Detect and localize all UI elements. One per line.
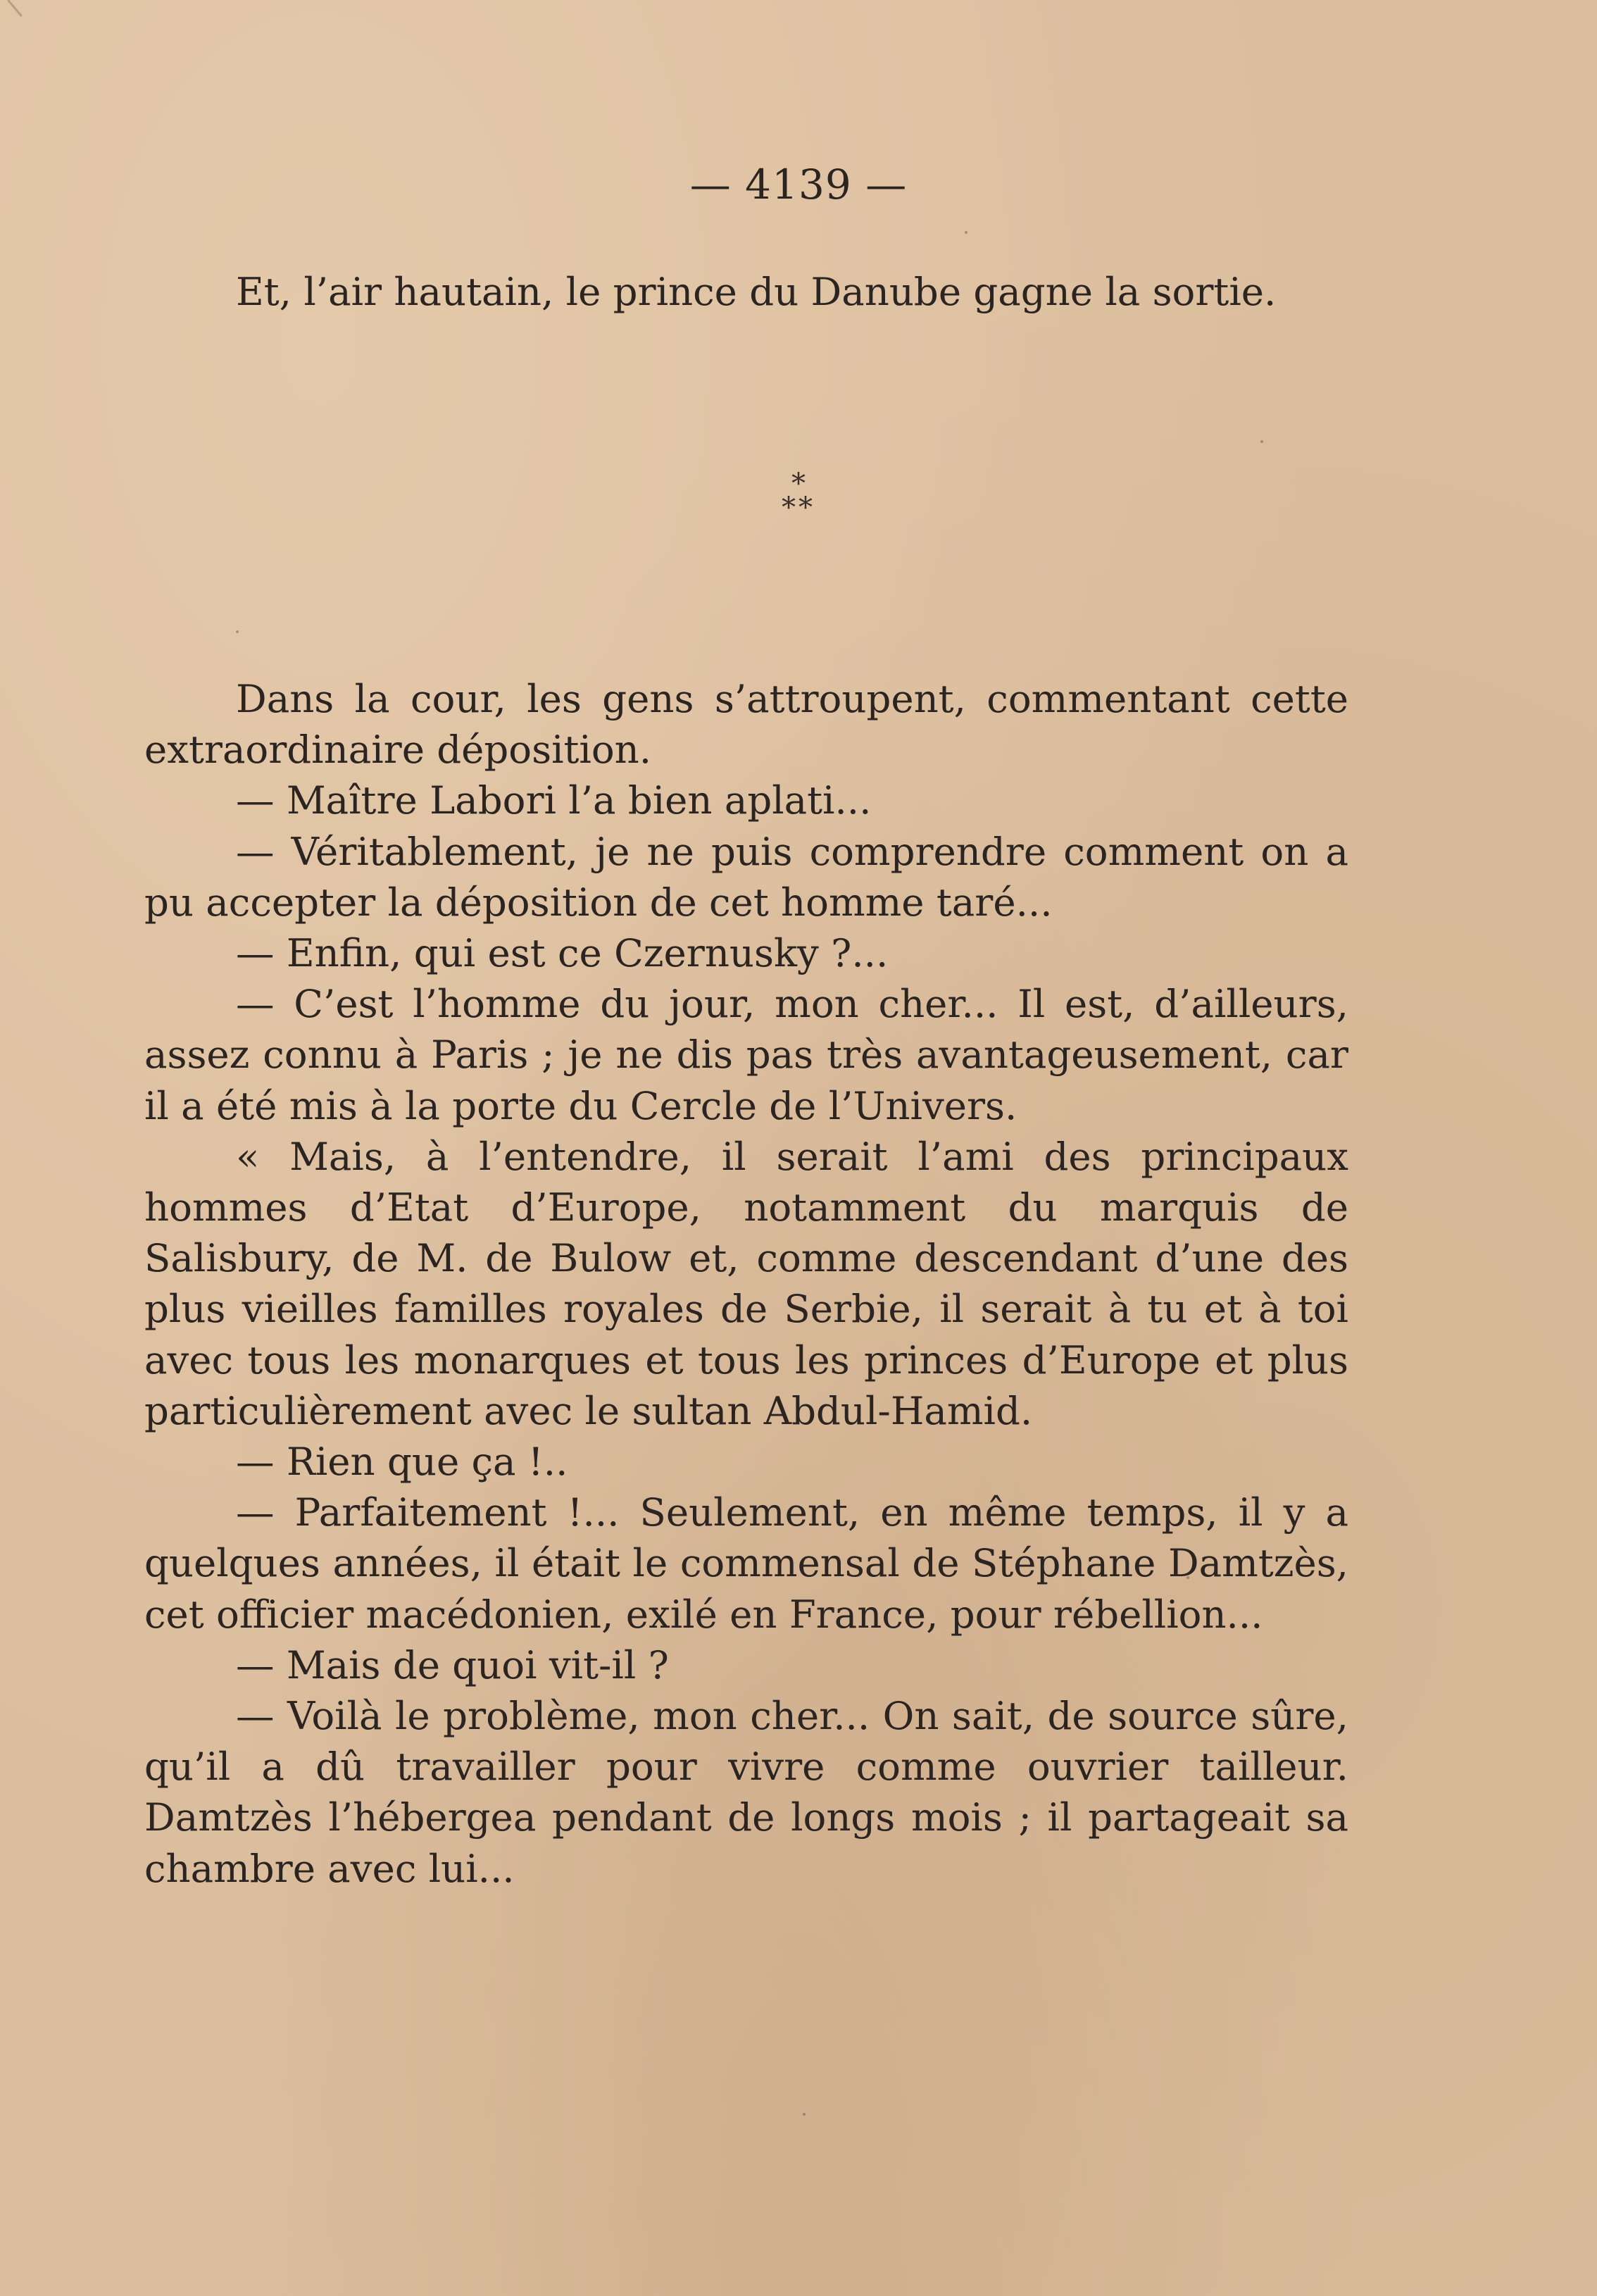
paper-speck	[236, 630, 239, 633]
paragraph: — Mais de quoi vit-il ?	[236, 1642, 669, 1687]
page-number: — 4139 —	[689, 161, 908, 208]
paper-speck	[965, 231, 967, 234]
asterism-bottom: **	[782, 492, 815, 524]
text-block-main	[144, 673, 1348, 1894]
paragraph: — Parfaitement !... Seulement, en même temps, il y a quelques années, il était le commensal de Stéphane Damtzès, cet officier macédonien, exilé en France, pour rébellion...	[144, 1490, 1348, 1637]
paragraph: — C’est l’homme du jour, mon cher... Il est, d’ailleurs, assez connu à Paris ; je ne dis pas très avantageusement, car il a été mis à la porte du Cercle de l’Univers.	[144, 981, 1348, 1128]
paragraph: — Maître Labori l’a bien aplati...	[236, 778, 872, 823]
paper-speck	[1260, 440, 1263, 443]
paragraph: « Mais, à l’entendre, il serait l’ami des principaux hommes d’Etat d’Europe, notamment du marquis de Salisbury, de M. de Bulow et, comme descendant d’une des plus vieilles familles royales de Serbie, il serait à tu et à toi avec tous les monarques et tous les princes d’Europe et plus particulièrement avec le sultan Abdul-Hamid.	[144, 1133, 1348, 1433]
paragraph: — Voilà le problème, mon cher... On sait, de source sûre, qu’il a dû travailler pour vivre comme ouvrier tailleur. Damtzès l’hébergea pendant de longs mois ; il partageait sa chambre avec lui...	[144, 1693, 1348, 1891]
paragraph: — Enfin, qui est ce Czernusky ?...	[236, 930, 889, 976]
asterism-divider	[0, 468, 1597, 524]
asterism-top: *	[791, 468, 806, 500]
paragraph: — Véritablement, je ne puis comprendre comment on a pu accepter la déposition de cet homme taré...	[144, 828, 1348, 925]
paper-speck	[1186, 1576, 1189, 1579]
paragraph: Dans la cour, les gens s’attroupent, commentant cette extraordinaire déposition.	[144, 676, 1348, 773]
text-block-top	[144, 266, 1348, 317]
page-corner-mark	[7, 0, 23, 17]
paragraph: — Rien que ça !..	[236, 1439, 568, 1485]
paragraph: Et, l’air hautain, le prince du Danube gagne la sortie.	[236, 269, 1277, 314]
paper-speck	[803, 2113, 806, 2116]
